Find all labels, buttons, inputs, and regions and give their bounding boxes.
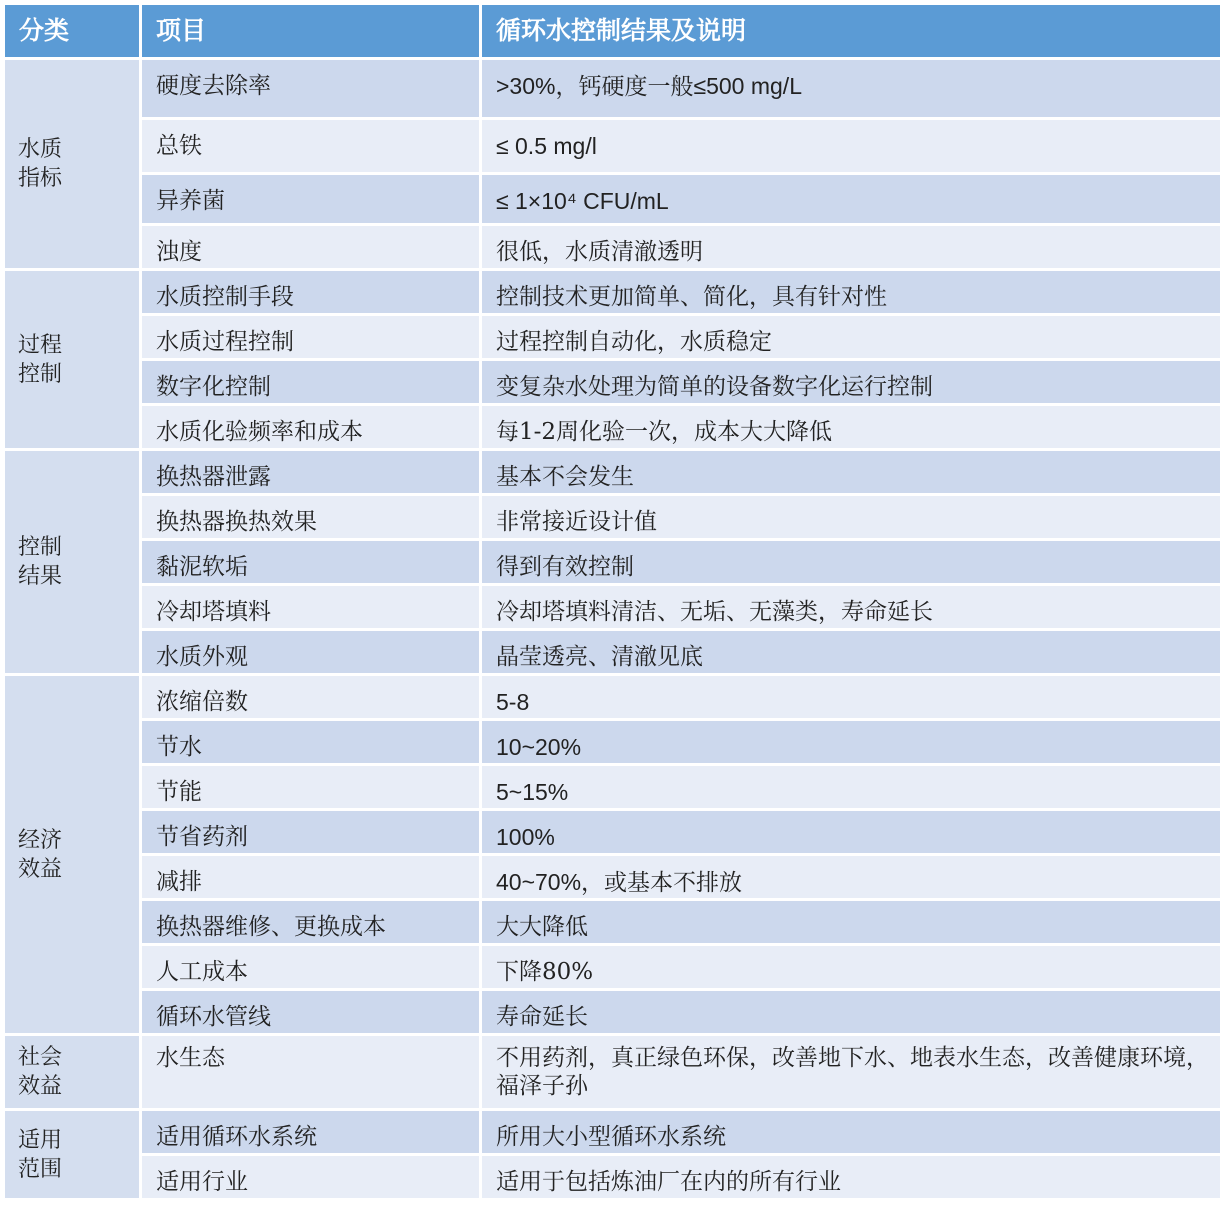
item-cell: 换热器泄露 bbox=[141, 450, 481, 495]
result-cell: 每1-2周化验一次，成本大大降低 bbox=[481, 405, 1222, 450]
category-cell bbox=[4, 675, 141, 1035]
item-cell: 水质过程控制 bbox=[141, 315, 481, 360]
result-cell: 适用于包括炼油厂在内的所有行业 bbox=[481, 1155, 1222, 1200]
item-cell: 冷却塔填料 bbox=[141, 585, 481, 630]
item-cell: 人工成本 bbox=[141, 945, 481, 990]
result-cell: 不用药剂，真正绿色环保，改善地下水、地表水生态，改善健康环境，福泽子孙 bbox=[481, 1035, 1222, 1110]
item-cell: 水质外观 bbox=[141, 630, 481, 675]
item-cell: 换热器维修、更换成本 bbox=[141, 900, 481, 945]
table-row bbox=[4, 495, 1222, 540]
category-label-line: 控制 bbox=[18, 361, 63, 387]
table-row bbox=[4, 315, 1222, 360]
item-cell: 总铁 bbox=[141, 119, 481, 174]
result-cell: 很低，水质清澈透明 bbox=[481, 225, 1222, 270]
item-cell: 浓缩倍数 bbox=[141, 675, 481, 720]
item-cell: 硬度去除率 bbox=[141, 59, 481, 119]
item-cell: 适用循环水系统 bbox=[141, 1110, 481, 1155]
table-header-row bbox=[4, 4, 1222, 59]
table-row bbox=[4, 810, 1222, 855]
table-row bbox=[4, 119, 1222, 174]
result-cell: 40~70%，或基本不排放 bbox=[481, 855, 1222, 900]
category-cell bbox=[4, 1110, 141, 1200]
result-cell: 10~20% bbox=[481, 720, 1222, 765]
table-row bbox=[4, 945, 1222, 990]
table-row bbox=[4, 720, 1222, 765]
result-cell: 5~15% bbox=[481, 765, 1222, 810]
category-label-line: 过程 bbox=[18, 332, 63, 358]
category-label-line: 指标 bbox=[18, 166, 63, 191]
result-cell: 冷却塔填料清洁、无垢、无藻类，寿命延长 bbox=[481, 585, 1222, 630]
category-label-line: 控制 bbox=[18, 535, 63, 560]
item-cell: 水生态 bbox=[141, 1035, 481, 1110]
table-row bbox=[4, 990, 1222, 1035]
result-cell: >30%，钙硬度一般≤500 mg/L bbox=[481, 59, 1222, 119]
table-row bbox=[4, 405, 1222, 450]
item-cell: 节水 bbox=[141, 720, 481, 765]
table-row bbox=[4, 59, 1222, 119]
table-row bbox=[4, 270, 1222, 315]
category-label-line: 范围 bbox=[18, 1156, 63, 1182]
item-cell: 水质化验频率和成本 bbox=[141, 405, 481, 450]
result-cell: 寿命延长 bbox=[481, 990, 1222, 1035]
category-label-line: 水质 bbox=[18, 137, 63, 162]
results-table bbox=[2, 2, 1223, 1201]
category-label-line: 效益 bbox=[18, 856, 63, 882]
result-cell: ≤ 0.5 mg/l bbox=[481, 119, 1222, 174]
header-item: 项目 bbox=[141, 4, 481, 59]
table-row bbox=[4, 174, 1222, 225]
table-row bbox=[4, 585, 1222, 630]
category-cell bbox=[4, 59, 141, 270]
category-cell bbox=[4, 270, 141, 450]
table-row bbox=[4, 675, 1222, 720]
result-cell: 大大降低 bbox=[481, 900, 1222, 945]
table-row bbox=[4, 1110, 1222, 1155]
table-row bbox=[4, 630, 1222, 675]
category-label-line: 社会 bbox=[18, 1045, 63, 1070]
item-cell: 减排 bbox=[141, 855, 481, 900]
category-label-line: 经济 bbox=[18, 827, 63, 853]
result-cell: 5-8 bbox=[481, 675, 1222, 720]
table-row bbox=[4, 360, 1222, 405]
result-cell: 晶莹透亮、清澈见底 bbox=[481, 630, 1222, 675]
item-cell: 节省药剂 bbox=[141, 810, 481, 855]
item-cell: 黏泥软垢 bbox=[141, 540, 481, 585]
table-row bbox=[4, 450, 1222, 495]
result-cell: 非常接近设计值 bbox=[481, 495, 1222, 540]
result-cell: 基本不会发生 bbox=[481, 450, 1222, 495]
table-row bbox=[4, 1155, 1222, 1200]
header-result: 循环水控制结果及说明 bbox=[481, 4, 1222, 59]
result-cell: 过程控制自动化，水质稳定 bbox=[481, 315, 1222, 360]
category-label-line: 效益 bbox=[18, 1074, 63, 1099]
item-cell: 循环水管线 bbox=[141, 990, 481, 1035]
table-row bbox=[4, 765, 1222, 810]
category-cell bbox=[4, 1035, 141, 1110]
table-row bbox=[4, 855, 1222, 900]
result-cell: 下降80% bbox=[481, 945, 1222, 990]
category-cell bbox=[4, 450, 141, 675]
item-cell: 节能 bbox=[141, 765, 481, 810]
table-row bbox=[4, 900, 1222, 945]
item-cell: 异养菌 bbox=[141, 174, 481, 225]
result-cell: 变复杂水处理为简单的设备数字化运行控制 bbox=[481, 360, 1222, 405]
item-cell: 浊度 bbox=[141, 225, 481, 270]
table-row bbox=[4, 225, 1222, 270]
result-cell: ≤ 1×10⁴ CFU/mL bbox=[481, 174, 1222, 225]
item-cell: 水质控制手段 bbox=[141, 270, 481, 315]
result-cell: 得到有效控制 bbox=[481, 540, 1222, 585]
category-label-line: 结果 bbox=[18, 564, 63, 589]
result-cell: 100% bbox=[481, 810, 1222, 855]
table-row bbox=[4, 1035, 1222, 1110]
item-cell: 数字化控制 bbox=[141, 360, 481, 405]
result-cell: 所用大小型循环水系统 bbox=[481, 1110, 1222, 1155]
category-label-line: 适用 bbox=[18, 1127, 63, 1153]
table-body bbox=[4, 59, 1222, 1200]
item-cell: 换热器换热效果 bbox=[141, 495, 481, 540]
item-cell: 适用行业 bbox=[141, 1155, 481, 1200]
table-row bbox=[4, 540, 1222, 585]
result-cell: 控制技术更加简单、简化，具有针对性 bbox=[481, 270, 1222, 315]
header-category: 分类 bbox=[4, 4, 141, 59]
